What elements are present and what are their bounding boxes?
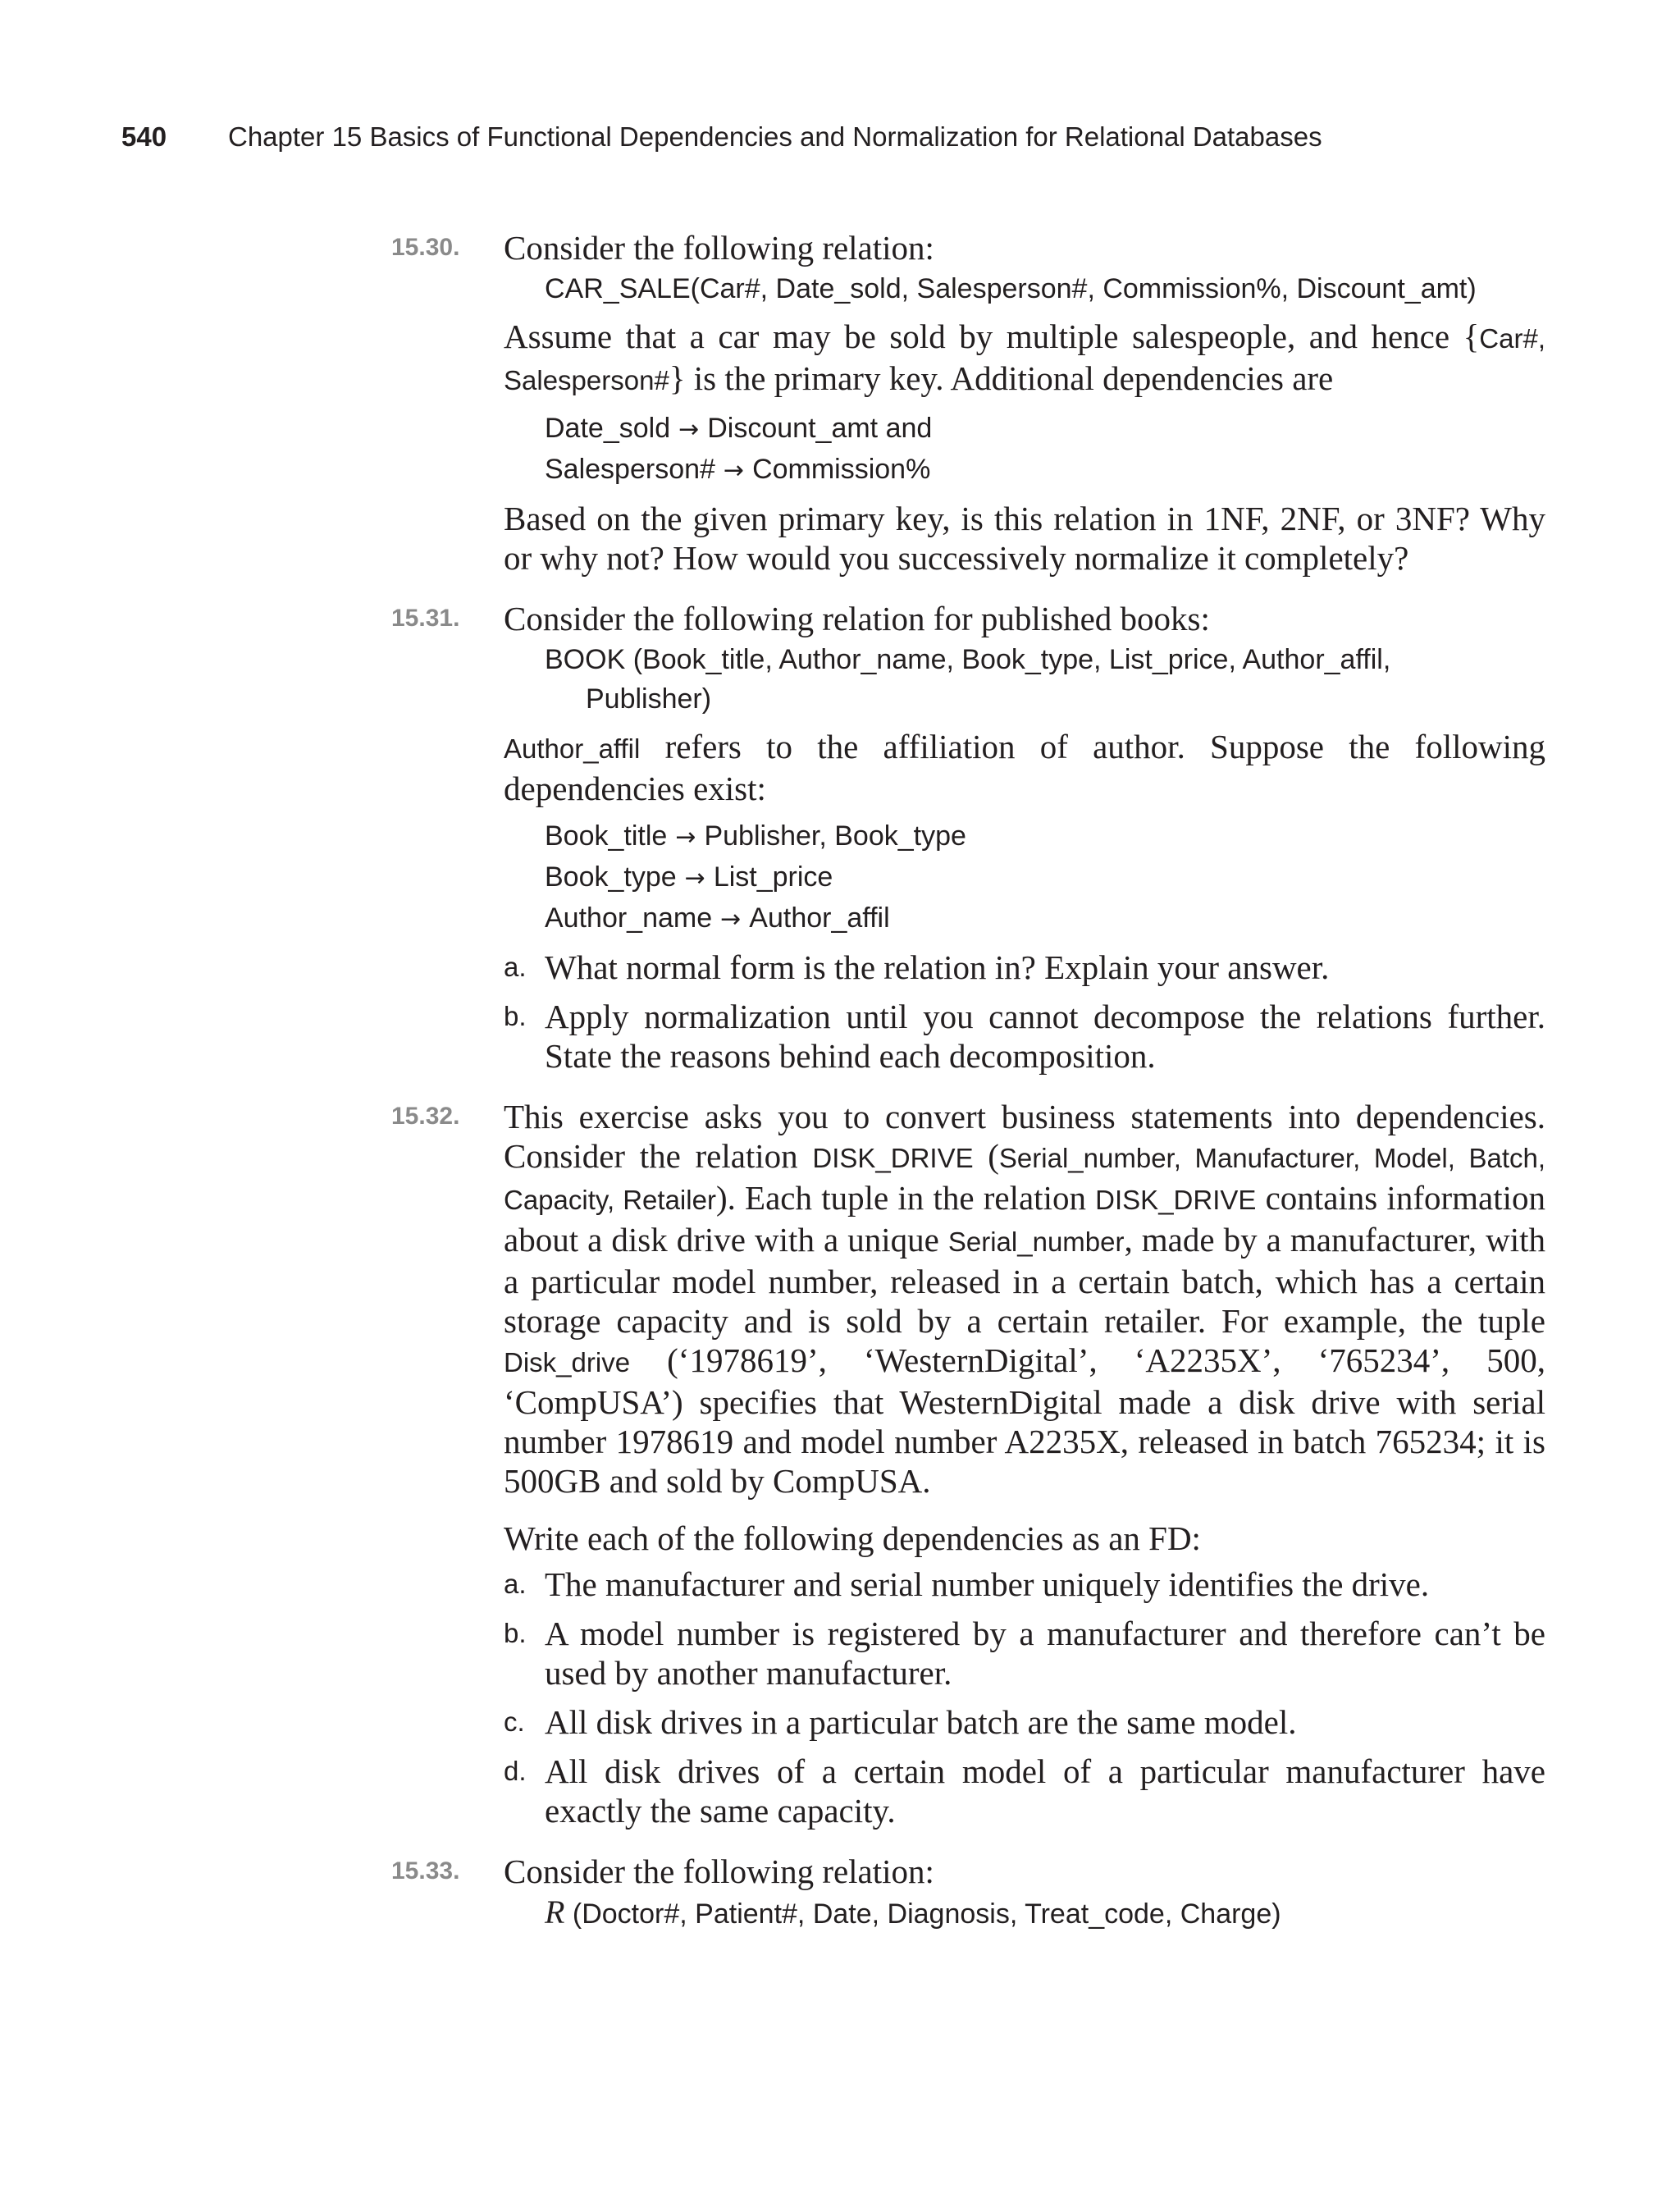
exercise-number: 15.31. [391, 605, 460, 632]
dependency: Book_title → Publisher, Book_type [545, 820, 966, 852]
exercise-intro: Consider the following relation: [504, 229, 934, 267]
exercise-intro: Consider the following relation for published books: [504, 600, 1210, 637]
relation-schema: CAR_SALE(Car#, Date_sold, Salesperson#, Commission%, Discount_amt) [545, 273, 1477, 304]
sub-questions [504, 1565, 1545, 1830]
exercise-number: 15.30. [391, 234, 460, 261]
exercise-intro: Consider the following relation: [504, 1853, 934, 1890]
exercise-15-32 [391, 1097, 1550, 1830]
exercise-15-30 [391, 228, 1550, 578]
sub-question-c: c. All disk drives in a particular batch are the same model. [504, 1703, 1297, 1741]
exercise-instruction: Write each of the following dependencies as an FD: [504, 1519, 1201, 1557]
page-header [121, 116, 1565, 158]
sub-question-a: a. What normal form is the relation in? Explain your answer. [504, 948, 1330, 986]
sub-question-a: a. The manufacturer and serial number uniquely identifies the drive. [504, 1565, 1430, 1603]
exercise-15-31 [391, 599, 1550, 1076]
exercise-number: 15.32. [391, 1103, 460, 1130]
page-content [391, 228, 1550, 1955]
relation-schema: BOOK (Book_title, Author_name, Book_type, List_price, Author_affil, Publisher) [545, 644, 1391, 715]
sub-question-b: b. Apply normalization until you cannot decompose the relations further. State the reasons behind each decomposition. [504, 998, 1545, 1075]
sub-questions [504, 948, 1545, 1076]
affiliation-text: Author_affil refers to the affiliation of author. Suppose the following dependencies exist: [504, 728, 1545, 807]
relation-schema: R (Doctor#, Patient#, Date, Diagnosis, Treat_code, Charge) [545, 1894, 1281, 1930]
dependency: Author_name → Author_affil [545, 902, 890, 934]
dependency-list [545, 409, 1545, 491]
dependency: Date_sold → Discount_amt and [545, 413, 933, 444]
sub-question-b: b. A model number is registered by a manufacturer and therefore can’t be used by another manufacturer. [504, 1615, 1545, 1692]
dependency-list [545, 816, 1545, 939]
chapter-title: Chapter 15 Basics of Functional Dependencies and Normalization for Relational Databases [228, 121, 1322, 152]
dependency: Book_type → List_price [545, 861, 833, 893]
dependency: Salesperson# → Commission% [545, 454, 931, 485]
exercise-15-33 [391, 1852, 1550, 1934]
exercise-number: 15.33. [391, 1857, 460, 1884]
assumption-text: Assume that a car may be sold by multiple salespeople, and hence {Car#, Salesperson#} is the primary key. Additional dependencies are [504, 318, 1545, 397]
exercise-question: Based on the given primary key, is this relation in 1NF, 2NF, or 3NF? Why or why not? How would you successively normalize it completely? [504, 500, 1545, 577]
sub-question-d: d. All disk drives of a certain model of a particular manufacturer have exactly the same capacity. [504, 1752, 1545, 1830]
page-number: 540 [121, 121, 167, 152]
exercise-description: This exercise asks you to convert business statements into dependencies. Consider the relation DISK_DRIVE (Serial_number, Manufacturer, Model, Batch, Capacity, Retailer). Each tuple in the relation DISK_DRIVE contains information about a disk drive with a unique Serial_number, made by a manufacturer, with a particular model number, released in a certain batch, which has a certain storage capacity and is sold by a certain retailer. For example, the tuple Disk_drive (‘1978619’, ‘WesternDigital’, ‘A2235X’, ‘765234’, 500, ‘CompUSA’) specifies that WesternDigital made a disk drive with serial number 1978619 and model number A2235X, released in batch 765234; it is 500GB and sold by CompUSA. [504, 1098, 1546, 1500]
